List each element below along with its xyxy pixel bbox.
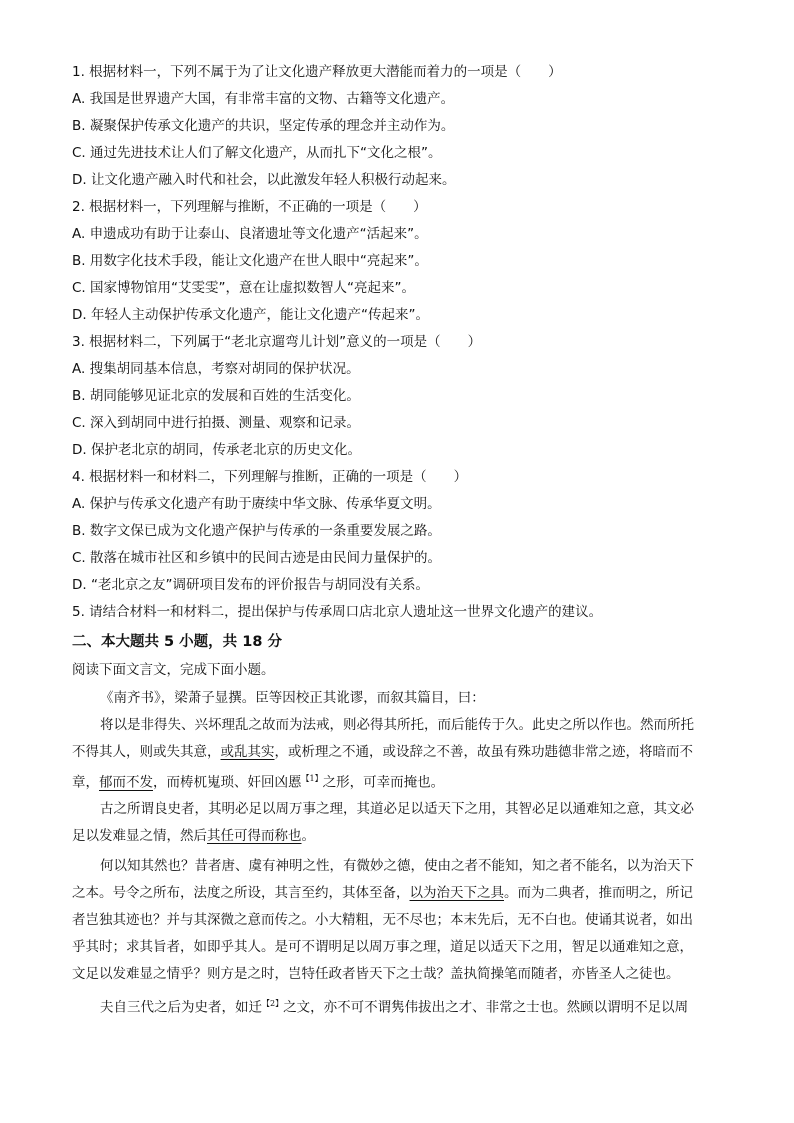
question-3-option-c: C. 深入到胡同中进行拍摄、测量、观察和记录。 xyxy=(72,415,361,431)
question-4-option-c: C. 散落在城市社区和乡镇中的民间古迹是由民间力量保护的。 xyxy=(72,550,442,566)
question-3-option-d: D. 保护老北京的胡同，传承老北京的历史文化。 xyxy=(72,442,361,458)
classical-p4-line-5: 文足以发难显之情乎？则方是之时，岂特任政者皆天下之士哉？盖执简操笔而随者，亦皆圣人之徒也。 xyxy=(72,966,680,982)
question-1-option-c: C. 通过先进技术让人们了解文化遗产，从而扎下“文化之根”。 xyxy=(72,145,442,161)
classical-p2-line-1: 将以是非得失、兴坏理乱之故而为法戒，则必得其所托，而后能传于久。此史之所以作也。然而所托 xyxy=(100,717,694,733)
question-4-option-d: D. “老北京之友”调研项目发布的评价报告与胡同没有关系。 xyxy=(72,577,429,593)
underlined-phrase: 以为治天下之具 xyxy=(409,885,504,901)
question-2-option-b: B. 用数字化技术手段，能让文化遗产在世人眼中“亮起来”。 xyxy=(72,253,428,269)
question-3-stem: 3. 根据材料二，下列属于“老北京遛弯儿计划”意义的一项是（ ） xyxy=(72,334,482,350)
question-2-stem: 2. 根据材料一，下列理解与推断，不正确的一项是（ ） xyxy=(72,199,427,215)
question-1-stem: 1. 根据材料一，下列不属于为了让文化遗产释放更大潜能而着力的一项是（ ） xyxy=(72,64,562,80)
question-4-option-b: B. 数字文保已成为文化遗产保护与传承的一条重要发展之路。 xyxy=(72,523,441,539)
question-1-option-d: D. 让文化遗产融入时代和社会，以此激发年轻人积极行动起来。 xyxy=(72,172,456,188)
underlined-phrase: 或乱其实 xyxy=(220,744,275,760)
section-heading: 二、本大题共 5 小题，共 18 分 xyxy=(72,634,282,650)
underlined-phrase: 郁而不发 xyxy=(99,774,153,791)
question-4-option-a: A. 保护与传承文化遗产有助于赓续中华文脉、传承华夏文明。 xyxy=(72,496,441,512)
underlined-phrase: 其任可得而称也 xyxy=(207,828,302,844)
classical-p2-line-2: 不得其人，则或失其意，或乱其实，或析理之不通，或设辞之不善，故虽有殊功韪德非常之迹，将暗而不 xyxy=(72,744,693,760)
footnote-marker: 【1】 xyxy=(301,774,323,783)
classical-p4-line-1: 何以知其然也？昔者唐、虞有神明之性，有微妙之德，使由之者不能知，知之者不能名，以为治天下 xyxy=(100,858,694,874)
question-3-option-b: B. 胡同能够见证北京的发展和百姓的生活变化。 xyxy=(72,388,360,404)
classical-paragraph-1: 《南齐书》，梁萧子显撰。臣等因校正其讹谬，而叙其篇目，曰： xyxy=(100,690,485,706)
section-intro: 阅读下面文言文，完成下面小题。 xyxy=(72,662,275,678)
classical-p4-line-4: 乎其时；求其旨者，如即乎其人。是可不谓明足以周万事之理，道足以适天下之用，智足以通难知之意， xyxy=(72,939,693,955)
question-4-stem: 4. 根据材料一和材料二，下列理解与推断，正确的一项是（ ） xyxy=(72,469,468,485)
question-2-option-c: C. 国家博物馆用“艾雯雯”，意在让虚拟数智人“亮起来”。 xyxy=(72,280,415,296)
classical-p4-line-3: 者岂独其迹也？并与其深微之意而传之。小大精粗，无不尽也；本末先后，无不白也。使诵其说者，如出 xyxy=(72,912,693,928)
classical-p5-line-1: 夫自三代之后为史者，如迁$^{【2】}$之文，亦不可不谓隽伟拔出之才、非常之士也。然顾以谓明不足以周 xyxy=(100,999,689,1016)
classical-p2-line-3: 章，郁而不发，而梼杌嵬琐、奸回凶慝$^{【1】}$之形，可幸而掩也。 xyxy=(72,774,445,791)
classical-p3-line-1: 古之所谓良史者，其明必足以周万事之理，其道必足以适天下之用，其智必足以通难知之意，其文必 xyxy=(100,801,694,817)
question-1-option-a: A. 我国是世界遗产大国，有非常丰富的文物、古籍等文化遗产。 xyxy=(72,91,455,107)
question-5-stem: 5. 请结合材料一和材料二，提出保护与传承周口店北京人遗址这一世界文化遗产的建议。 xyxy=(72,604,603,620)
question-2-option-d: D. 年轻人主动保护传承文化遗产，能让文化遗产“传起来”。 xyxy=(72,307,429,323)
classical-p4-line-2: 之本。号令之所布，法度之所设，其言至约，其体至备，以为治天下之具。而为二典者，推而明之，所记 xyxy=(72,885,693,901)
question-3-option-a: A. 搜集胡同基本信息，考察对胡同的保护状况。 xyxy=(72,361,360,377)
question-2-option-a: A. 申遗成功有助于让泰山、良渚遗址等文化遗产“活起来”。 xyxy=(72,226,428,242)
question-1-option-b: B. 凝聚保护传承文化遗产的共识，坚定传承的理念并主动作为。 xyxy=(72,118,455,134)
footnote-marker: 【2】 xyxy=(262,999,284,1008)
classical-p3-line-2: 足以发难显之情，然后其任可得而称也。 xyxy=(72,828,315,844)
